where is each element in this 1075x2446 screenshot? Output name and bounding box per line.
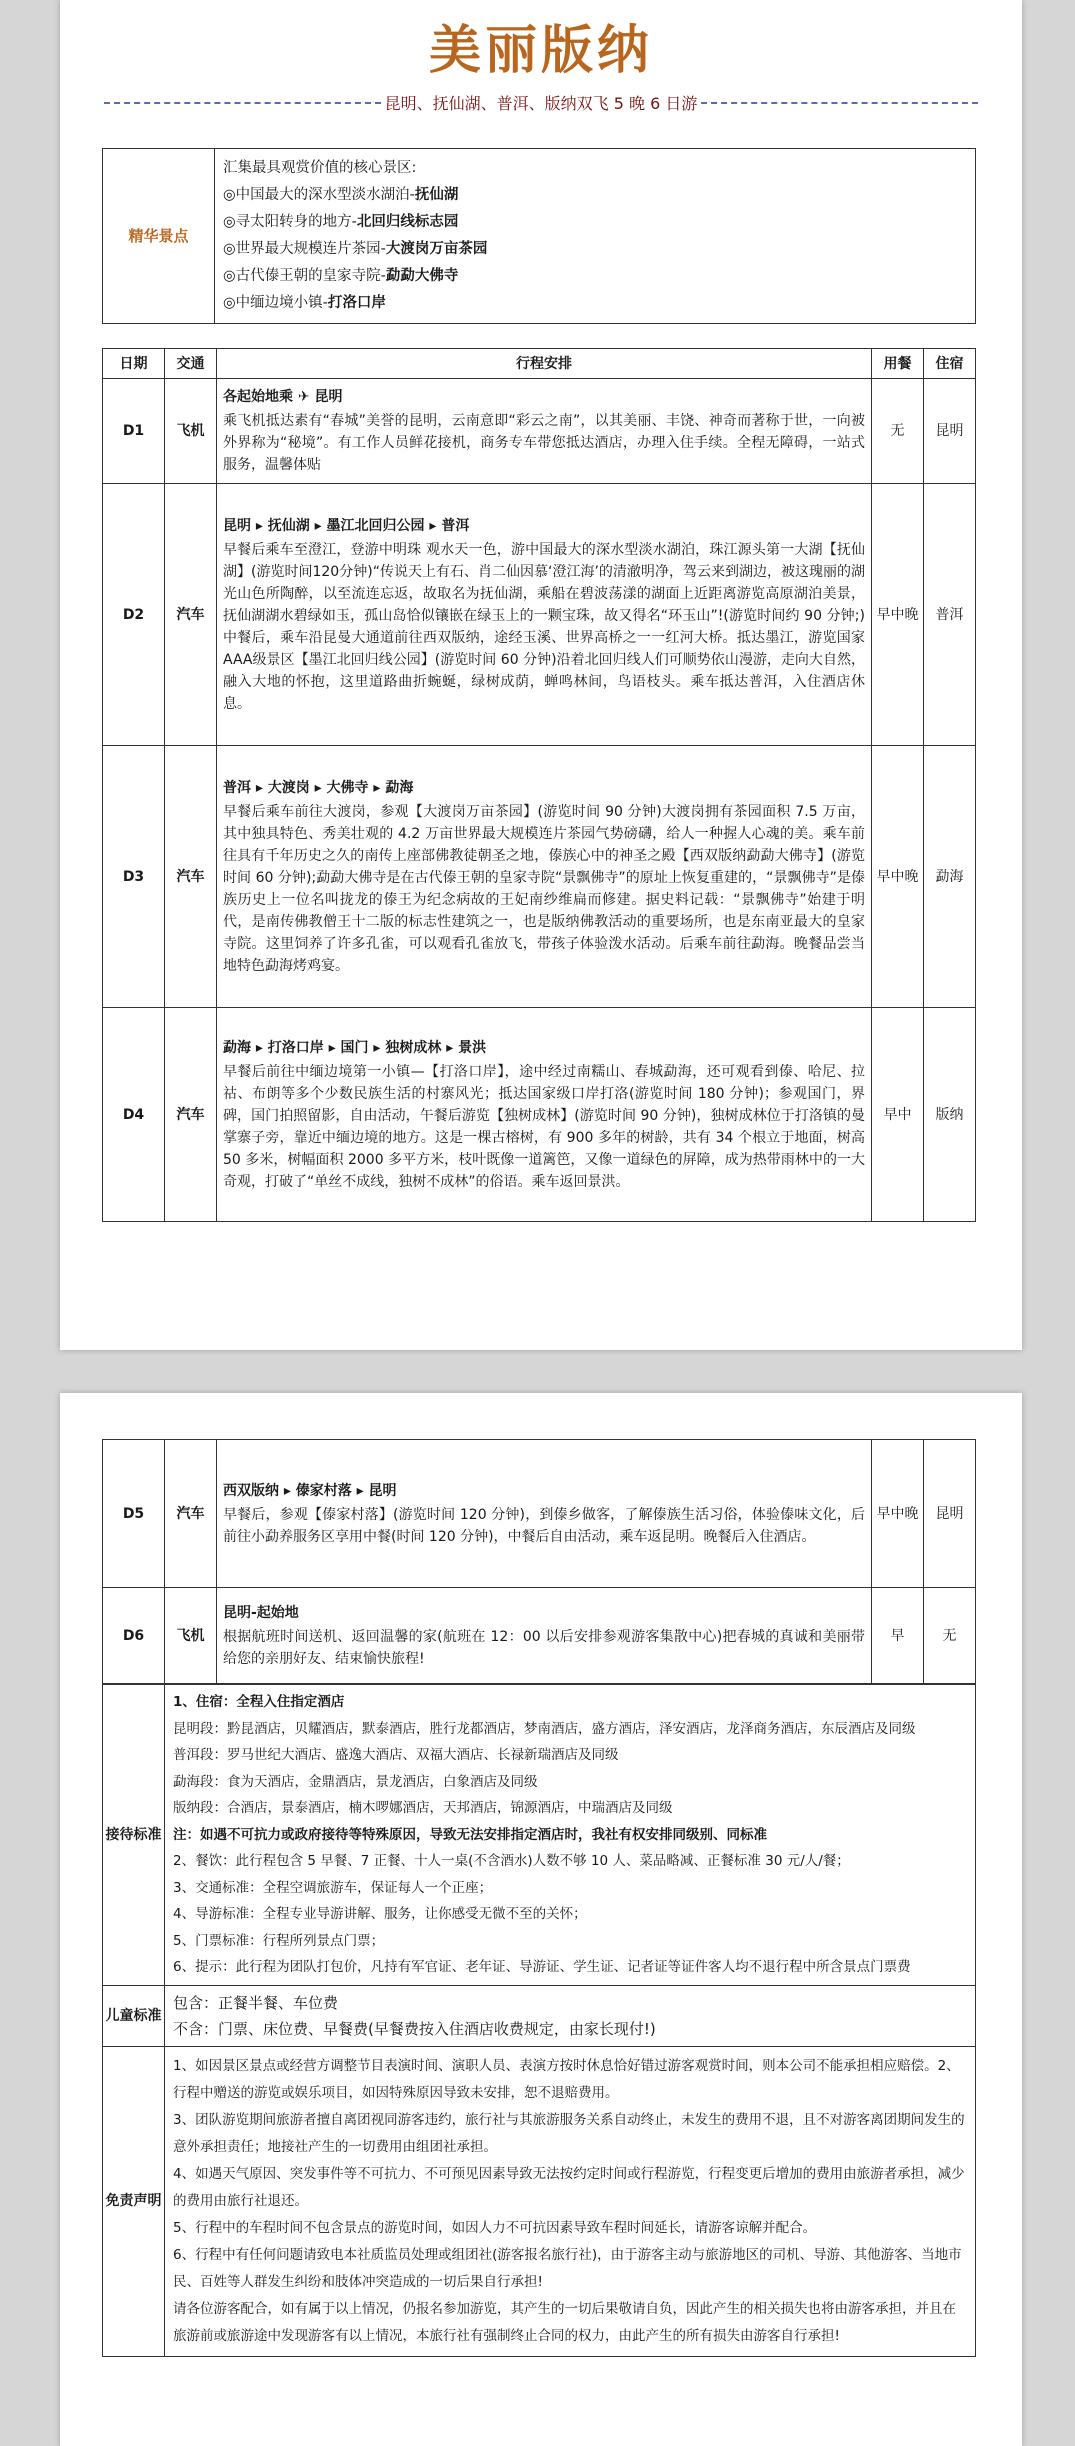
service-line: 版纳段：合酒店，景泰酒店，楠木啰娜酒店，天邦酒店，锦源酒店，中瑞酒店及同级 xyxy=(173,1800,673,1816)
route-line: 昆明 ▸ 抚仙湖 ▸ 墨江北回归公园 ▸ 普洱 xyxy=(223,517,470,534)
transport: 汽车 xyxy=(165,484,217,746)
day-label: D2 xyxy=(103,484,165,746)
document-page-2 xyxy=(60,1393,1022,2446)
day-description: 乘飞机抵达素有“春城”美誉的昆明，云南意即“彩云之南”，以其美丽、丰饶、神奇而著称于世，一向被外界称为“秘境”。有工作人员鲜花接机，商务专车带您抵达酒店，办理入住手续。全程无障碍，一站式服务，温馨体贴 xyxy=(223,413,865,474)
highlight-item: ◎世界最大规模连片茶园-大渡岗万亩茶园 xyxy=(223,241,488,258)
disclaimer-label: 免责声明 xyxy=(103,2046,165,2356)
transport: 飞机 xyxy=(165,1588,217,1684)
child-standard-label: 儿童标准 xyxy=(103,1985,165,2046)
day-detail xyxy=(217,746,872,1008)
header-transport: 交通 xyxy=(165,349,217,379)
service-line: 普洱段：罗马世纪大酒店、盛逸大酒店、双福大酒店、长禄新瑞酒店及同级 xyxy=(173,1747,619,1763)
transport: 汽车 xyxy=(165,746,217,1008)
day-detail xyxy=(217,1588,872,1684)
service-line: 4、导游标准：全程专业导游讲解、服务，让你感受无微不至的关怀； xyxy=(173,1906,587,1922)
day-description: 根据航班时间送机、返回温馨的家(航班在 12：00 以后安排参观游客集散中心)把春城的真诚和美丽带给您的亲朋好友、结束愉快旅程! xyxy=(223,1628,865,1667)
child-line: 不含：门票、床位费、早餐费(早餐费按入住酒店收费规定，由家长现付!) xyxy=(173,2019,656,2038)
header-schedule: 行程安排 xyxy=(217,349,872,379)
meals: 早中晚 xyxy=(872,746,924,1008)
disclaimer-line: 3、团队游览期间旅游者擅自离团视同游客违约，旅行社与其旅游服务关系自动终止，未发生的费用不退，且不对游客离团期间发生的意外承担责任；地接社产生的一切费用由组团社承担。 xyxy=(173,2111,965,2155)
itinerary-row-d3 xyxy=(103,746,976,1008)
itinerary-row-d1 xyxy=(103,379,976,484)
day-detail xyxy=(217,1008,872,1222)
hotel: 无 xyxy=(924,1588,976,1684)
disclaimer-line: 1、如因景区景点或经营方调整节目表演时间、演职人员、表演方按时休息恰好错过游客观赏时间，则本公司不能承担相应赔偿。2、行程中赠送的游览或娱乐项目，如因特殊原因导致未安排，恕不退赔费用。 xyxy=(173,2057,960,2101)
service-line: 5、门票标准：行程所列景点门票； xyxy=(173,1932,385,1949)
highlight-item: ◎中国最大的深水型淡水湖泊-抚仙湖 xyxy=(223,187,459,204)
service-line: 1、住宿：全程入住指定酒店 xyxy=(173,1694,345,1710)
disclaimer-row xyxy=(103,2046,976,2356)
service-line: 注：如遇不可抗力或政府接待等特殊原因，导致无法安排指定酒店时，我社有权安排同级别、同标准 xyxy=(173,1826,767,1843)
day-detail xyxy=(217,379,872,484)
meals: 无 xyxy=(872,379,924,484)
disclaimer-line: 请各位游客配合，如有属于以上情况，仍报名参加游览，其产生的一切后果敬请自负，因此产生的相关损失也将由游客承担，并且在旅游前或旅游途中发现游客有以上情况，本旅行社有强制终止合同的权力，由此产生的所有损失由游客自行承担! xyxy=(173,2300,956,2344)
header-hotel: 住宿 xyxy=(924,349,976,379)
highlights-table xyxy=(102,148,976,324)
highlights-content xyxy=(215,149,976,324)
child-standard-row xyxy=(103,1985,976,2046)
meals: 早 xyxy=(872,1588,924,1684)
route-line: 各起始地乘 ✈ 昆明 xyxy=(223,389,343,406)
service-line: 昆明段：黔昆酒店，贝耀酒店，默泰酒店，胜行龙都酒店，梦南酒店，盛方酒店，泽安酒店，龙泽商务酒店，东辰酒店及同级 xyxy=(173,1720,916,1737)
route-line: 西双版纳 ▸ 傣家村落 ▸ 昆明 xyxy=(223,1482,397,1499)
service-line: 3、交通标准：全程空调旅游车，保证每人一个正座； xyxy=(173,1879,493,1896)
hotel: 版纳 xyxy=(924,1008,976,1222)
itinerary-row-d4 xyxy=(103,1008,976,1222)
highlight-item: ◎寻太阳转身的地方-北回归线标志园 xyxy=(223,214,459,231)
day-description: 早餐后前往中缅边境第一小镇—【打洛口岸】，途中经过南糯山、春城勐海，还可观看到傣、哈尼、拉祜、布朗等多个少数民族生活的村寨风光；抵达国家级口岸打洛(游览时间 180 分钟)；参观国门，界碑，国门拍照留影，自由活动，午餐后游览【独树成林】(游览时间 90 分钟)，独树成林位于打洛镇的曼掌寨子旁，靠近中缅边境的地方。这是一棵古榕树，有 900 多年的树龄，共有 34 个根立于地面，树高 50 多米，树幅面积 2000 多平方米，枝叶既像一道篱笆，又像一道绿色的屏障，成为热带雨林中的一大奇观，打破了“单丝不成线，独树不成林”的俗语。乘车返回景洪。 xyxy=(223,1063,865,1190)
itinerary-row-d6 xyxy=(103,1588,976,1684)
highlight-item: ◎古代傣王朝的皇家寺院-勐勐大佛寺 xyxy=(223,268,459,285)
highlights-label: 精华景点 xyxy=(103,149,215,324)
meals: 早中晚 xyxy=(872,1440,924,1588)
day-description: 早餐后乘车至澄江，登游中明珠 观水天一色，游中国最大的深水型淡水湖泊，珠江源头第一大湖【抚仙湖】(游览时间120分钟)“传说天上有石、肖二仙因慕‘澄江海’的清澈明净，驾云来到湖边，被这瑰丽的湖光山色所陶醉，以至流连忘返，故取名为抚仙湖，乘船在碧波荡漾的湖面上近距离游览高原湖泊美景，抚仙湖湖水碧绿如玉，孤山岛恰似镶嵌在绿玉上的一颗宝珠，故又得名“环玉山”!(游览时间约 90 分钟;)中餐后，乘车沿昆曼大通道前往西双版纳，途经玉溪、世界高桥之一一红河大桥。抵达墨江，游览国家AAA级景区【墨江北回归线公园】(游览时间 60 分钟)沿着北回归线人们可顺势依山漫游，走向大自然，融入大地的怀抱，这里道路曲折蜿蜒，绿树成荫，蝉鸣林间，鸟语枝头。乘车抵达普洱，入住酒店休息。 xyxy=(223,541,865,712)
service-standard-content xyxy=(165,1685,976,1986)
document-page-1 xyxy=(60,0,1022,1350)
service-line: 6、提示：此行程为团队打包价，凡持有军官证、老年证、导游证、学生证、记者证等证件客人均不退行程中所含景点门票费 xyxy=(173,1959,911,1975)
child-line: 包含：正餐半餐、车位费 xyxy=(173,1993,339,2012)
dashed-rule-left xyxy=(104,102,381,104)
disclaimer-line: 5、行程中的车程时间不包含景点的游览时间，如因人力不可抗因素导致车程时间延长，请游客谅解并配合。 xyxy=(173,2219,817,2236)
day-description: 早餐后乘车前往大渡岗，参观【大渡岗万亩茶园】(游览时间 90 分钟)大渡岗拥有茶园面积 7.5 万亩，其中独具特色、秀美壮观的 4.2 万亩世界最大规模连片茶园气势磅礴，给人一种握人心魂的美。乘车前往具有千年历史之久的南传上座部佛教徒朝圣之地，傣族心中的神圣之殿【西双版纳勐勐大佛寺】(游览时间 60 分钟);勐勐大佛寺是在古代傣王朝的皇家寺院“景飘佛寺”的原址上恢复重建的，“景飘佛寺”是傣族历史上一位名叫拢龙的傣王为纪念病故的王妃南纱维扁而修建。据史料记载：“景飘佛寺”始建于明代，是南传佛教僧王十二版的标志性建筑之一，也是版纳佛教活动的重要场所，也是东南亚最大的皇家寺院。这里饲养了许多孔雀，可以观看孔雀放飞，带孩子体验泼水活动。后乘车前往勐海。晚餐品尝当地特色勐海烤鸡宴。 xyxy=(223,803,865,974)
hotel: 昆明 xyxy=(924,1440,976,1588)
route-line: 昆明-起始地 xyxy=(223,1604,299,1621)
itinerary-row-d5 xyxy=(103,1440,976,1588)
day-description: 早餐后，参观【傣家村落】(游览时间 120 分钟)，到傣乡做客，了解傣族生活习俗，体验傣味文化，后前往小勐养服务区享用中餐(时间 120 分钟)，中餐后自由活动，乘车返昆明。晚餐后入住酒店。 xyxy=(223,1506,865,1545)
header-meals: 用餐 xyxy=(872,349,924,379)
itinerary-row-d2 xyxy=(103,484,976,746)
day-detail xyxy=(217,1440,872,1588)
meals: 早中晚 xyxy=(872,484,924,746)
day-detail xyxy=(217,484,872,746)
itinerary-header-row xyxy=(103,349,976,379)
highlights-intro: 汇集最具观赏价值的核心景区: xyxy=(223,160,417,177)
disclaimer-line: 4、如遇天气原因、突发事件等不可抗力、不可预见因素导致无法按约定时间或行程游览，行程变更后增加的费用由旅游者承担，减少的费用由旅行社退还。 xyxy=(173,2165,965,2209)
disclaimer-line: 6、行程中有任何问题请致电本社质监员处理或组团社(游客报名旅行社)，由于游客主动与旅游地区的司机、导游、其他游客、当地市民、百姓等人群发生纠纷和肢体冲突造成的一切后果自行承担! xyxy=(173,2246,962,2290)
subtitle-row xyxy=(100,91,982,114)
header-date: 日期 xyxy=(103,349,165,379)
hotel: 勐海 xyxy=(924,746,976,1008)
transport: 汽车 xyxy=(165,1440,217,1588)
highlight-item: ◎中缅边境小镇-打洛口岸 xyxy=(223,295,386,312)
service-line: 勐海段：食为天酒店，金鼎酒店，景龙酒店，白象酒店及同级 xyxy=(173,1773,538,1790)
terms-table xyxy=(102,1684,976,2357)
route-line: 普洱 ▸ 大渡岗 ▸ 大佛寺 ▸ 勐海 xyxy=(223,779,414,796)
dashed-rule-right xyxy=(701,102,978,104)
day-label: D4 xyxy=(103,1008,165,1222)
transport: 飞机 xyxy=(165,379,217,484)
service-line: 2、餐饮：此行程包含 5 早餐、7 正餐、十人一桌(不含酒水)人数不够 10 人、菜品略减、正餐标准 30 元/人/餐； xyxy=(173,1853,850,1869)
day-label: D5 xyxy=(103,1440,165,1588)
hotel: 昆明 xyxy=(924,379,976,484)
service-standard-row xyxy=(103,1685,976,1986)
page-title: 美丽版纳 xyxy=(428,20,653,81)
itinerary-table-page-1 xyxy=(102,348,976,1222)
transport: 汽车 xyxy=(165,1008,217,1222)
day-label: D6 xyxy=(103,1588,165,1684)
itinerary-table-page-2 xyxy=(102,1439,976,1684)
disclaimer-content xyxy=(165,2046,976,2356)
day-label: D3 xyxy=(103,746,165,1008)
service-standard-label: 接待标准 xyxy=(103,1685,165,1986)
subtitle-text: 昆明、抚仙湖、普洱、版纳双飞 5 晚 6 日游 xyxy=(384,94,698,114)
day-label: D1 xyxy=(103,379,165,484)
child-standard-content xyxy=(165,1985,976,2046)
hotel: 普洱 xyxy=(924,484,976,746)
meals: 早中 xyxy=(872,1008,924,1222)
route-line: 勐海 ▸ 打洛口岸 ▸ 国门 ▸ 独树成林 ▸ 景洪 xyxy=(223,1039,487,1056)
